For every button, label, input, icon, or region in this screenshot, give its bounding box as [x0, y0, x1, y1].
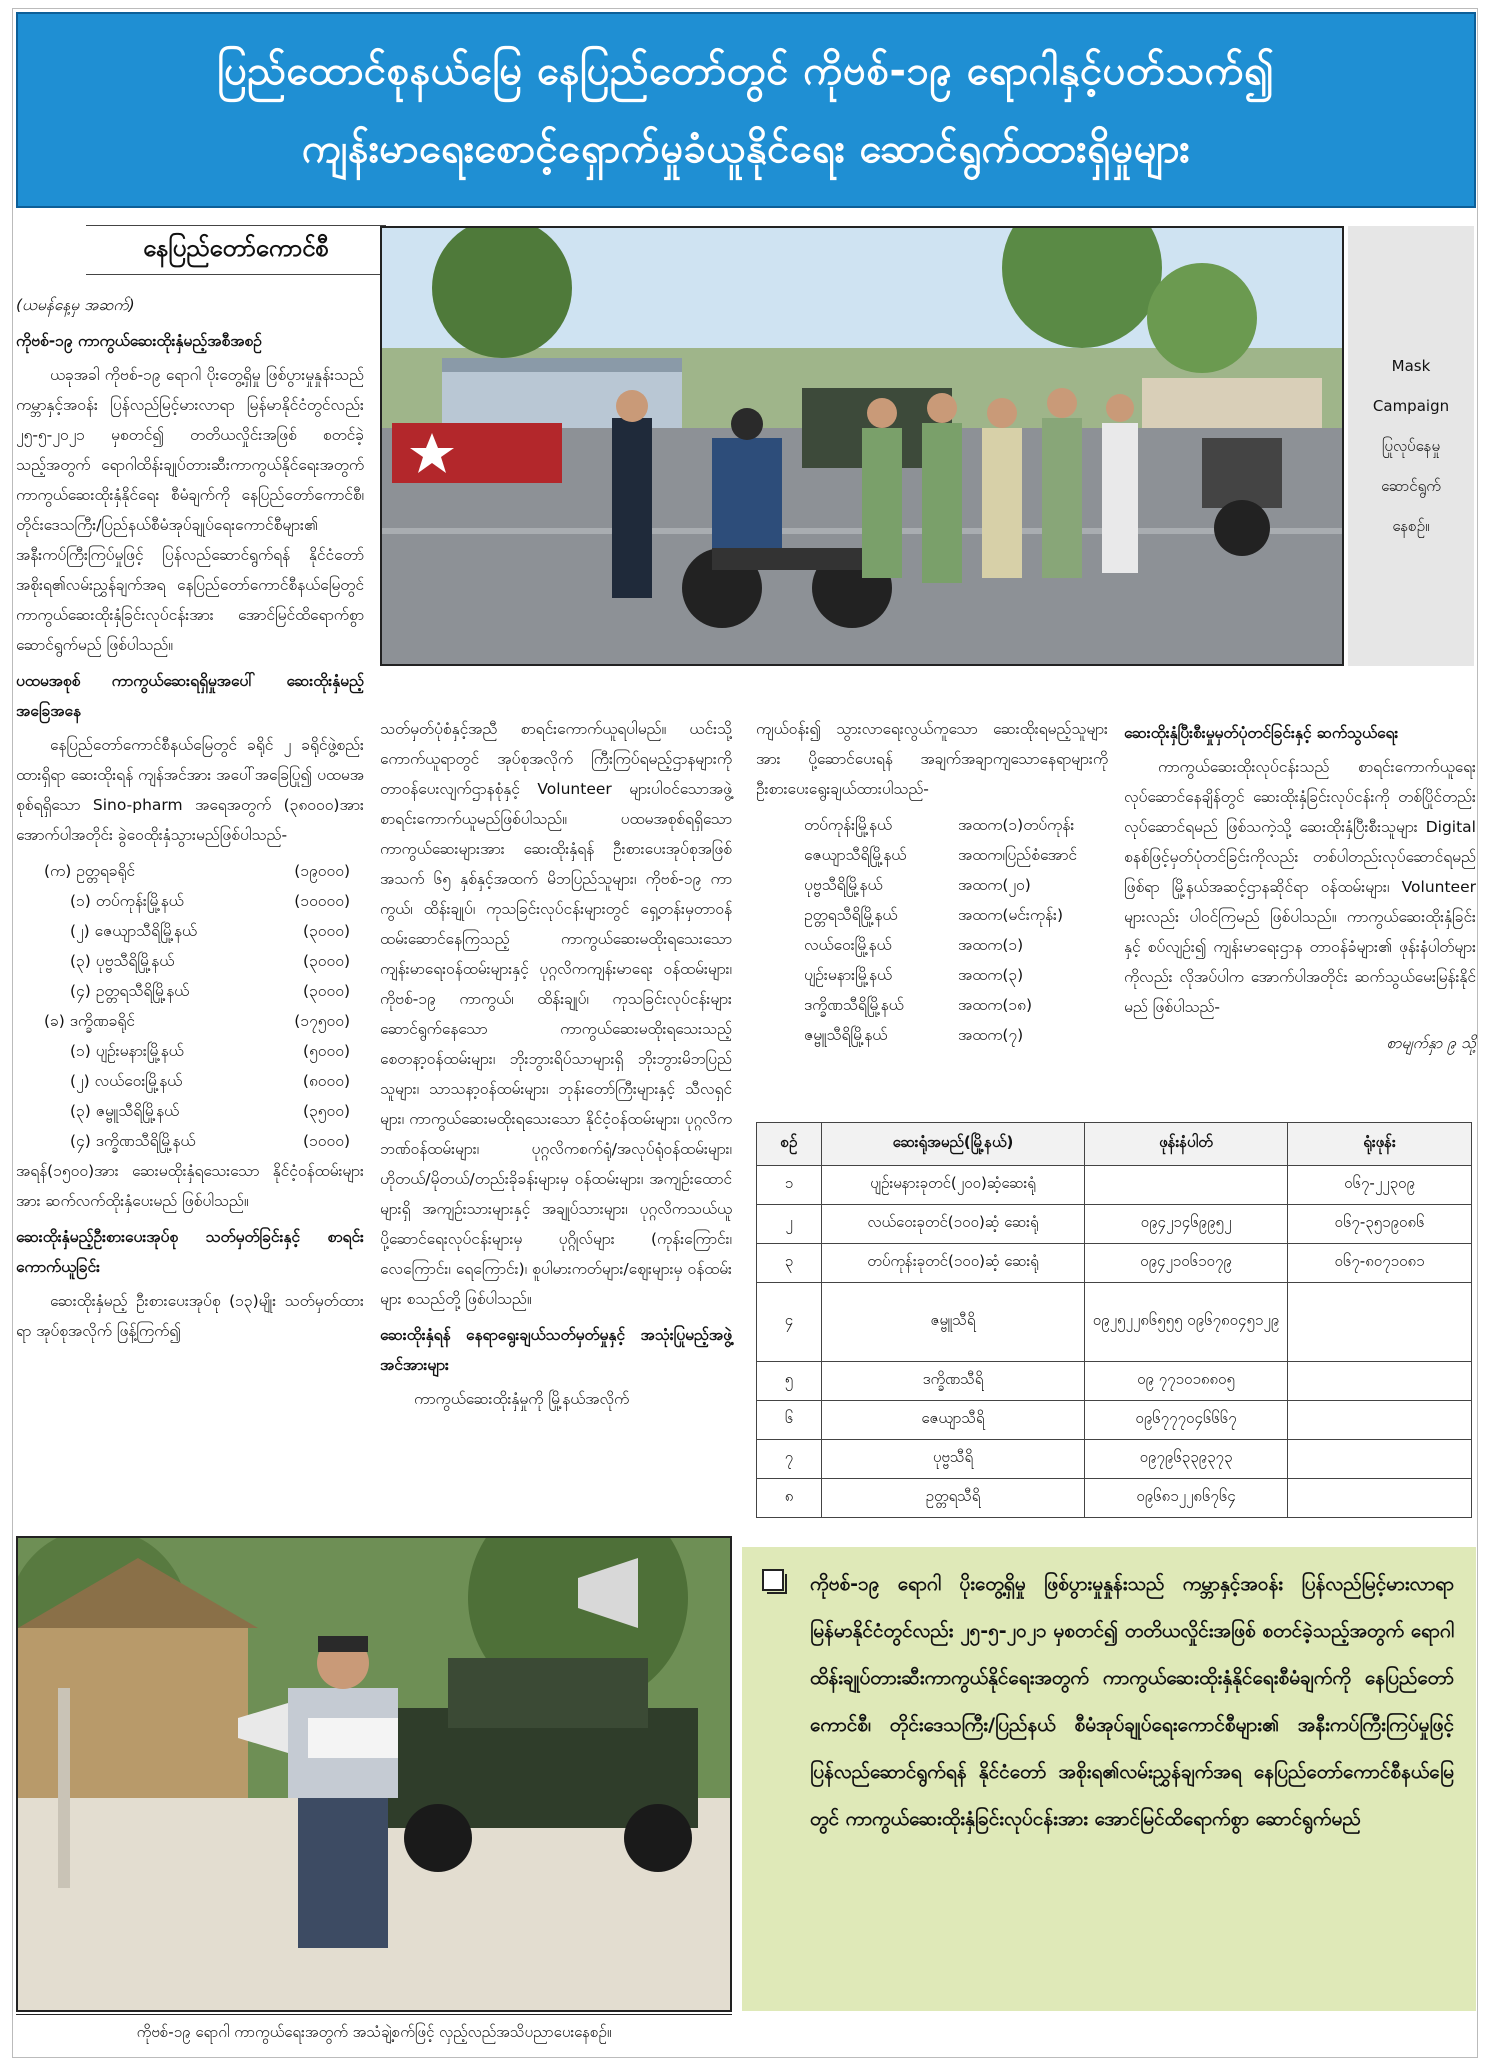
table-row [757, 1166, 1472, 1205]
cell-phone: ၀၉၄၂၁၀၆၁၀၇၉ [1085, 1244, 1288, 1283]
item-qty: (၃၅၀၀) [303, 1102, 350, 1120]
cell-hospital: ဇေယျာသီရိ [822, 1401, 1085, 1440]
paragraph: ကျယ်ဝန်း၍ သွားလာရေးလွယ်ကူသော ဆေးထိုးရမည့်သူများအား ပို့ဆောင်ပေးရန် အချက်အချာကျသောနေရာများကို ဦးစားပေးရွေးချယ်ထားပါသည်- [756, 720, 1108, 798]
summary-callout [742, 1547, 1476, 2011]
site-township: ဇေယျာသီရိမြို့နယ် [804, 846, 907, 864]
column-header: ဖုန်းနံပါတ် [1085, 1123, 1288, 1166]
allocation-item [16, 886, 364, 916]
table-row [757, 1244, 1472, 1283]
item-qty: (၃၀၀၀) [303, 952, 350, 970]
table-row [757, 1401, 1472, 1440]
cell-hospital: တပ်ကုန်းခုတင်(၁၀၀)ဆံ့ ဆေးရုံ [822, 1244, 1085, 1283]
site-row [756, 990, 1108, 1020]
table-row [757, 1479, 1472, 1518]
site-name: အထက(မင်းကုန်း) [958, 906, 1063, 924]
cell-office [1288, 1283, 1472, 1362]
cell-no: ၂ [757, 1205, 822, 1244]
allocation-item [16, 976, 364, 1006]
item-name: (၃) ဇမ္ဗူသီရိမြို့နယ် [70, 1102, 180, 1120]
site-township: ပျဉ်းမနားမြို့နယ် [804, 966, 892, 984]
section-heading: ကိုဗစ်-၁၉ ကာကွယ်ဆေးထိုးနှံမည့်အစီအစဉ် [16, 332, 262, 350]
summary-text: ကိုဗစ်-၁၉ ရောဂါ ပိုးတွေ့ရှိမှု ဖြစ်ပွားမှုနှုန်းသည် ကမ္ဘာနှင့်အဝန်း ပြန်လည်မြင့်မားလာရာ မြန်မာနိုင်ငံတွင်လည်း ၂၅-၅-၂၀၂၁ မှစတင်၍ တတိယလှိုင်းအဖြစ် စတင်ခဲ့သည့်အတွက် ရောဂါထိန်းချုပ်တားဆီးကာကွယ်နိုင်ရေးအတွက် ကာကွယ်ဆေးထိုးနှံနိုင်ရေးစီမံချက်ကို နေပြည်တော်ကောင်စီ၊ တိုင်းဒေသကြီး/ပြည်နယ် စီမံအုပ်ချုပ်ရေးကောင်စီများ၏ အနီးကပ်ကြီးကြပ်မှုဖြင့် ပြန်လည်ဆောင်ရွက်ရန် နိုင်ငံတော် အစိုးရ၏လမ်းညွှန်ချက်အရ နေပြည်တော်ကောင်စီနယ်မြေတွင် ကာကွယ်ဆေးထိုးနှံခြင်းလုပ်ငန်းအား အောင်မြင်ထိရောက်စွာ ဆောင်ရွက်မည် [810, 1573, 1454, 1830]
item-qty: (၈၀၀၀) [302, 1072, 350, 1090]
allocation-item [16, 1096, 364, 1126]
site-name: အထက(၃) [958, 966, 1024, 984]
loudspeaker-illustration [18, 1538, 730, 2010]
cell-phone [1085, 1166, 1288, 1205]
site-name: အထက(၁) [958, 936, 1024, 954]
caption-line: Mask [1391, 357, 1431, 375]
section-heading: ဆေးထိုးနှံပြီးစီးမှုမှတ်ပုံတင်ခြင်းနှင့် ဆက်သွယ်ရေး [1124, 724, 1399, 742]
site-township: ဥတ္တရသီရိမြို့နယ် [804, 906, 898, 924]
item-qty: (၁၀၀၀၀) [294, 892, 350, 910]
allocation-group [16, 856, 364, 886]
article-column-1 [16, 290, 364, 1352]
allocation-item [16, 1066, 364, 1096]
site-name: အထက(၇) [958, 1026, 1024, 1044]
cell-office: ၀၆၇-၃၅၁၉၀၈၆ [1288, 1205, 1472, 1244]
mask-campaign-photo [380, 226, 1344, 666]
site-row [756, 960, 1108, 990]
item-name: (၂) ဇေယျာသီရိမြို့နယ် [70, 922, 197, 940]
continued-on-page: စာမျက်နှာ ၉ သို့ [1386, 1034, 1476, 1052]
paragraph: သတ်မှတ်ပုံစံနှင့်အညီ စာရင်းကောက်ယူရပါမည်။ ယင်းသို့ကောက်ယူရာတွင် အုပ်စုအလိုက် ကြီးကြပ်ရမည့်ဌာနများကို တာဝန်ပေးလျက်ဌာနစုံနှင့် Volunteer များပါဝင်သောအဖွဲ့ စာရင်းကောက်ယူမည်ဖြစ်ပါသည်။ ပထမအစုစ်ရရှိသော ကာကွယ်ဆေးများအား ဆေးထိုးနှံရန် ဦးစားပေးအုပ်စုအဖြစ် အသက် ၆၅ နှစ်နှင့်အထက် မိဘပြည်သူများ၊ ကိုဗစ်-၁၉ ကာကွယ်၊ ထိန်းချုပ်၊ ကုသခြင်းလုပ်ငန်းများတွင် ရှေ့တန်းမှတာဝန်ထမ်းဆောင်နေကြသည့် ကာကွယ်ဆေးမထိုးရသေးသော ကျန်းမာရေးဝန်ထမ်းများနှင့် ပုဂ္ဂလိကကျန်းမာရေး ဝန်ထမ်းများ၊ ကိုဗစ်-၁၉ ကာကွယ်၊ ထိန်းချုပ်၊ ကုသခြင်းလုပ်ငန်းများဆောင်ရွက်နေသော ကာကွယ်ဆေးမထိုးရသေးသည့် စေတနာ့ဝန်ထမ်းများ၊ ဘိုးဘွားရိပ်သာများရှိ ဘိုးဘွားမိဘပြည်သူများ၊ သာသနာ့ဝန်ထမ်းများ၊ ဘုန်းတော်ကြီးများနှင့် သီလရှင်များ၊ ကာကွယ်ဆေးမထိုးရသေးသော နိုင်ငံ့ဝန်ထမ်းများ၊ ပုဂ္ဂလိကဘဏ်ဝန်ထမ်းများ၊ ပုဂ္ဂလိကစက်ရုံ/အလုပ်ရုံဝန်ထမ်းများ၊ ဟိုတယ်/မိုတယ်/တည်းခိုခန်းများမှ ဝန်ထမ်းများ၊ အကျဉ်းထောင်များရှိ အကျဉ်းသားများနှင့် အချုပ်သားများ၊ ပုဂ္ဂလိကသယ်ယူပို့ဆောင်ရေးလုပ်ငန်းများမှ ပုဂ္ဂိုလ်များ (ကုန်းကြောင်း၊ လေကြောင်း၊ ရေကြောင်း)၊ စူပါမားကတ်များ/ဈေးများမှ ဝန်ထမ်းများ စသည်တို့ ဖြစ်ပါသည်။ [380, 720, 732, 1308]
column-header: ဆေးရုံအမည်(မြို့နယ်) [822, 1123, 1085, 1166]
cell-phone: ၀၉၄၂၁၄၆၉၉၅၂ [1085, 1205, 1288, 1244]
cell-hospital: ဒက္ခိဏသီရိ [822, 1362, 1085, 1401]
cell-office [1288, 1479, 1472, 1518]
allocation-item [16, 1126, 364, 1156]
cell-no: ၄ [757, 1283, 822, 1362]
site-row [756, 930, 1108, 960]
cell-hospital: ဥတ္တရသီရိ [822, 1479, 1085, 1518]
paragraph: နေပြည်တော်ကောင်စီနယ်မြေတွင် ခရိုင် ၂ ခရိုင်ဖွဲ့စည်းထားရှိရာ ဆေးထိုးရန် ကျန်အင်အား အပေါ်အခြေပြု၍ ပထမအစုစ်ရရှိသော Sino-pharm အရေအတွက် (၃၈၀၀၀)အား အောက်ပါအတိုင်း ခွဲဝေထိုးနှံသွားမည်ဖြစ်ပါသည်- [16, 736, 364, 844]
cell-no: ၅ [757, 1362, 822, 1401]
item-name: (၂) လယ်ဝေးမြို့နယ် [70, 1072, 183, 1090]
item-name: (၁) တပ်ကုန်းမြို့နယ် [70, 892, 184, 910]
cell-phone: ၀၉၂၅၂၂၈၆၅၅၅ ၀၉၆၇၈၀၄၅၁၂၉ [1085, 1283, 1288, 1362]
cell-no: ၆ [757, 1401, 822, 1440]
site-row [756, 870, 1108, 900]
photo-side-caption [1348, 226, 1474, 666]
site-row [756, 810, 1108, 840]
item-name: (၄) ဥတ္တရသီရိမြို့နယ် [70, 982, 190, 1000]
continued-note: (ယမန်နေ့မှ အဆက်) [16, 296, 135, 314]
table-row [757, 1205, 1472, 1244]
site-township: တပ်ကုန်းမြို့နယ် [804, 816, 892, 834]
paragraph: ကာကွယ်ဆေးထိုးလုပ်ငန်းသည် စာရင်းကောက်ယူရေးလုပ်ဆောင်နေချိန်တွင် ဆေးထိုးနှံခြင်းလုပ်ငန်းကို တစ်ပြိုင်တည်းလုပ်ဆောင်ရမည် ဖြစ်သကဲ့သို့ ဆေးထိုးနှံပြီးစီးသူများ Digital စနစ်ဖြင့်မှတ်ပုံတင်ခြင်းကိုလည်း တစ်ပါတည်းလုပ်ဆောင်ရမည်ဖြစ်ရာ မြို့နယ်အဆင့်ဌာနဆိုင်ရာ ဝန်ထမ်းများ၊ Volunteer များလည်း ပါဝင်ကြမည် ဖြစ်ပါသည်။ ကာကွယ်ဆေးထိုးနှံခြင်းနှင့် စပ်လျဉ်း၍ ကျန်းမာရေးဌာန တာဝန်ခံများ၏ ဖုန်းနံပါတ်များကိုလည်း လိုအပ်ပါက အောက်ပါအတိုင်း ဆက်သွယ်မေးမြန်းနိုင်မည် ဖြစ်ပါသည်- [1124, 758, 1476, 1016]
item-name: (၃) ပုဗ္ဗသီရိမြို့နယ် [70, 952, 175, 970]
section-heading: ဆေးထိုးနှံမည့်ဦးစားပေးအုပ်စု သတ်မှတ်ခြင်းနှင့် စာရင်းကောက်ယူခြင်း [16, 1228, 364, 1276]
allocation-item [16, 916, 364, 946]
photo-caption [16, 2014, 732, 2053]
cell-phone: ၀၉ ၇၇၁၀၁၈၈၀၅ [1085, 1362, 1288, 1401]
caption-line: Campaign [1372, 397, 1450, 415]
item-qty: (၃၀၀၀) [303, 982, 350, 1000]
loudspeaker-photo [16, 1536, 732, 2012]
group-label: (ခ) ဒက္ခိဏခရိုင် [44, 1012, 135, 1030]
cell-no: ၁ [757, 1166, 822, 1205]
checkbox-bullet-icon [762, 1569, 784, 1591]
paragraph: ဆေးထိုးနှံမည့် ဦးစားပေးအုပ်စု (၁၃)မျိုး သတ်မှတ်ထားရာ အုပ်စုအလိုက် ဖြန့်ကြက်၍ [16, 1292, 364, 1340]
article-column-4 [1124, 714, 1476, 1064]
photo-caption-text: ကိုဗစ်-၁၉ ရောဂါ ကာကွယ်ရေးအတွက် အသံချဲ့စက်ဖြင့် လှည့်လည်အသိပညာပေးနေစဉ်။ [136, 2023, 612, 2041]
cell-office: ၀၆၇-၈၀၇၁၀၈၁ [1288, 1244, 1472, 1283]
article-column-2 [380, 714, 732, 1420]
cell-hospital: ပုဗ္ဗသီရိ [822, 1440, 1085, 1479]
cell-office [1288, 1401, 1472, 1440]
paragraph: ယခုအခါ ကိုဗစ်-၁၉ ရောဂါ ပိုးတွေ့ရှိမှု ဖြစ်ပွားမှုနှုန်းသည် ကမ္ဘာနှင့်အဝန်း ပြန်လည်မြင့်မားလာရာ မြန်မာနိုင်ငံတွင်လည်း ၂၅-၅-၂၀၂၁ မှစတင်၍ တတိယလှိုင်းအဖြစ် စတင်ခဲ့သည့်အတွက် ရောဂါထိန်းချုပ်တားဆီးကာကွယ်နိုင်ရေးအတွက် ကာကွယ်ဆေးထိုးနှံနိုင်ရေး စီမံချက်ကို နေပြည်တော်ကောင်စီ၊ တိုင်းဒေသကြီး/ပြည်နယ်စီမံအုပ်ချုပ်ရေးကောင်စီများ၏ အနီးကပ်ကြီးကြပ်မှုဖြင့် ပြန်လည်ဆောင်ရွက်ရန် နိုင်ငံတော်အစိုးရ၏လမ်းညွှန်ချက်အရ နေပြည်တော်ကောင်စီနယ်မြေတွင် ကာကွယ်ဆေးထိုးနှံခြင်းလုပ်ငန်းအား အောင်မြင်ထိရောက်စွာ ဆောင်ရွက်မည် ဖြစ်ပါသည်။ [16, 366, 364, 654]
cell-phone: ၀၉၇၉၆၃၃၉၃၇၃ [1085, 1440, 1288, 1479]
cell-hospital: ပျဉ်းမနားခုတင်(၂၀၀)ဆံ့ဆေးရုံ [822, 1166, 1085, 1205]
allocation-item [16, 946, 364, 976]
table-header-row [757, 1123, 1472, 1166]
site-name: အထက၊ပြည်စံအောင် [958, 846, 1077, 864]
headline-banner [16, 12, 1476, 208]
column-header: ရုံးဖုန်း [1288, 1123, 1472, 1166]
column-header: စဉ် [757, 1123, 822, 1166]
site-township: ပုဗ္ဗသီရိမြို့နယ် [804, 876, 883, 894]
allocation-list [16, 856, 364, 1156]
cell-office: ၀၆၇-၂၂၃၀၉ [1288, 1166, 1472, 1205]
byline-text: နေပြည်တော်ကောင်စီ [143, 234, 329, 262]
site-township: လယ်ဝေးမြို့နယ် [804, 936, 892, 954]
site-row [756, 840, 1108, 870]
cell-no: ၇ [757, 1440, 822, 1479]
site-name: အထက(၁၈) [958, 996, 1033, 1014]
table-row [757, 1440, 1472, 1479]
headline-line-1: ပြည်ထောင်စုနယ်မြေ နေပြည်တော်တွင် ကိုဗစ်-၁၉ ရောဂါနှင့်ပတ်သက်၍ [217, 48, 1275, 94]
item-name: (၁) ပျဉ်းမနားမြို့နယ် [70, 1042, 184, 1060]
cell-phone: ၀၉၆၈၁၂၂၈၆၇၆၄ [1085, 1479, 1288, 1518]
byline [86, 225, 386, 275]
item-qty: (၃၀၀၀) [303, 922, 350, 940]
hospital-contact-table [756, 1122, 1472, 1518]
item-name: (၄) ဒက္ခိဏသီရိမြို့နယ် [70, 1132, 196, 1150]
vaccination-site-list [756, 810, 1108, 1050]
caption-line: နေစဉ်။ [1392, 517, 1430, 535]
caption-line: ပြုလုပ်နေမှု [1381, 437, 1441, 455]
paragraph: ကာကွယ်ဆေးထိုးနှံမှုကို မြို့နယ်အလိုက် [414, 1390, 630, 1408]
caption-line: ဆောင်ရွက် [1381, 477, 1441, 495]
site-row [756, 1020, 1108, 1050]
item-qty: (၅၀၀၀) [303, 1042, 350, 1060]
paragraph: အရန်(၁၅၀၀)အား ဆေးမထိုးနှံရသေးသော နိုင်ငံ့ဝန်ထမ်းများအား ဆက်လက်ထိုးနှံပေးမည် ဖြစ်ပါသည်။ [16, 1162, 364, 1210]
section-heading: ပထမအစုစ် ကာကွယ်ဆေးရရှိမှုအပေါ် ဆေးထိုးနှံမည့်အခြေအနေ [16, 672, 364, 720]
mask-campaign-illustration [382, 228, 1342, 664]
site-township: ဇမ္ဗူသီရိမြို့နယ် [804, 1026, 888, 1044]
table-row [757, 1283, 1472, 1362]
cell-hospital: ဇမ္ဗူသီရိ [822, 1283, 1085, 1362]
cell-office [1288, 1440, 1472, 1479]
cell-office [1288, 1362, 1472, 1401]
section-heading: ဆေးထိုးနှံရန် နေရာရွေးချယ်သတ်မှတ်မှုနှင့် အသုံးပြုမည့်အဖွဲ့အင်အားများ [380, 1326, 732, 1374]
site-township: ဒက္ခိဏသီရိမြို့နယ် [804, 996, 904, 1014]
site-name: အထက(၁)တပ်ကုန်း [958, 816, 1075, 834]
allocation-group [16, 1006, 364, 1036]
group-label: (က) ဥတ္တရခရိုင် [44, 862, 135, 880]
table-row [757, 1362, 1472, 1401]
cell-phone: ၀၉၆၇၇၇၀၄၆၆၆၇ [1085, 1401, 1288, 1440]
item-qty: (၁၀၀၀) [303, 1132, 350, 1150]
headline-line-2: ကျန်းမာရေးစောင့်ရှောက်မှုခံယူနိုင်ရေး ဆောင်ရွက်ထားရှိမှုများ [301, 126, 1191, 172]
allocation-item [16, 1036, 364, 1066]
article-column-3 [756, 714, 1108, 1050]
cell-hospital: လယ်ဝေးခုတင်(၁၀၀)ဆံ့ ဆေးရုံ [822, 1205, 1085, 1244]
site-row [756, 900, 1108, 930]
cell-no: ၃ [757, 1244, 822, 1283]
site-name: အထက(၂၀) [958, 876, 1031, 894]
group-qty: (၁၉၀၀၀) [294, 862, 350, 880]
group-qty: (၁၇၅၀၀) [294, 1012, 350, 1030]
cell-no: ၈ [757, 1479, 822, 1518]
